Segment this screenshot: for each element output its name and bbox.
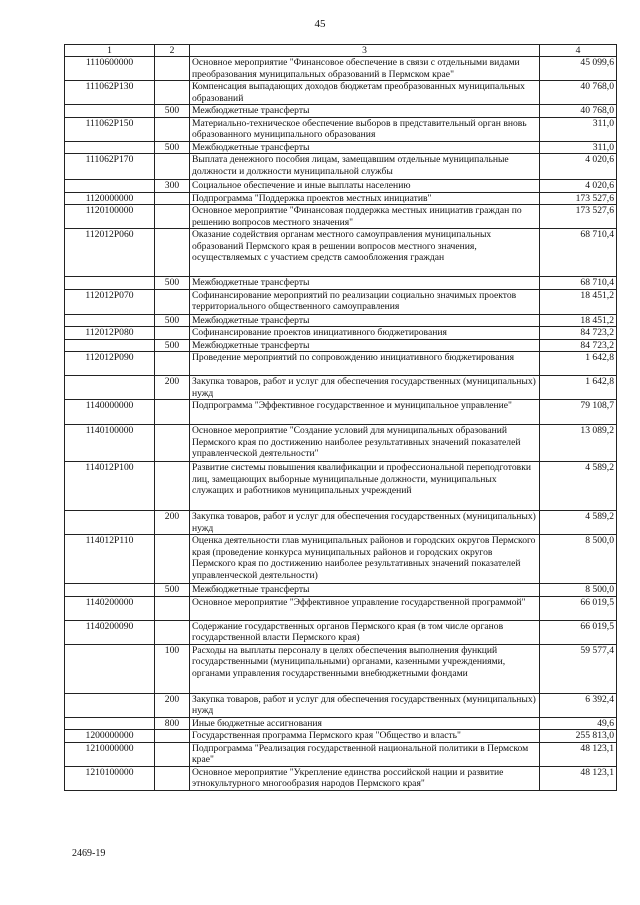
row-amount: 13 089,2 [540, 425, 617, 462]
row-name: Межбюджетные трансферты [190, 105, 540, 118]
row-amount: 173 527,6 [540, 205, 617, 229]
row-amount: 66 019,5 [540, 620, 617, 644]
row-expense-type [155, 462, 190, 511]
row-name: Межбюджетные трансферты [190, 277, 540, 290]
row-name: Содержание государственных органов Пермского края (в том числе органов государственной власти Пермского края) [190, 620, 540, 644]
row-expense-type [155, 205, 190, 229]
table-body [65, 57, 617, 791]
row-expense-type: 200 [155, 693, 190, 717]
row-code: 1120100000 [65, 205, 155, 229]
row-code [65, 105, 155, 118]
table-row [65, 352, 617, 376]
row-expense-type: 500 [155, 314, 190, 327]
row-name: Софинансирование проектов инициативного бюджетирования [190, 327, 540, 340]
row-amount: 66 019,5 [540, 596, 617, 620]
row-expense-type: 500 [155, 339, 190, 352]
row-code: 112012P090 [65, 352, 155, 376]
table-row [65, 205, 617, 229]
table-row [65, 229, 617, 277]
row-name: Оценка деятельности глав муниципальных районов и городских округов Пермского края (проведение конкурса муниципальных районов и городских округов Пермского края по достижению наиболее результативных значений показателей управленческой деятельности) [190, 535, 540, 584]
row-code: 111062P150 [65, 117, 155, 141]
row-code: 1140100000 [65, 425, 155, 462]
row-name: Материально-техническое обеспечение выборов в представительный орган вновь образованного муниципального образования [190, 117, 540, 141]
row-name: Основное мероприятие "Финансовая поддержка местных инициатив граждан по решению вопросов местного значения" [190, 205, 540, 229]
row-name: Межбюджетные трансферты [190, 314, 540, 327]
row-code: 112012P070 [65, 289, 155, 314]
row-name: Закупка товаров, работ и услуг для обеспечения государственных (муниципальных) нужд [190, 376, 540, 400]
row-expense-type: 500 [155, 584, 190, 597]
row-expense-type: 200 [155, 376, 190, 400]
row-expense-type [155, 327, 190, 340]
row-amount: 49,6 [540, 717, 617, 730]
row-name: Закупка товаров, работ и услуг для обеспечения государственных (муниципальных) нужд [190, 693, 540, 717]
row-expense-type: 100 [155, 644, 190, 693]
row-code [65, 644, 155, 693]
table-row [65, 717, 617, 730]
row-name: Основное мероприятие "Укрепление единства российской нации и развитие этнокультурного многообразия народов Пермского края" [190, 766, 540, 790]
table-row [65, 81, 617, 105]
row-amount: 45 099,6 [540, 57, 617, 81]
row-amount: 4 020,6 [540, 154, 617, 180]
row-code [65, 717, 155, 730]
row-code [65, 314, 155, 327]
row-code [65, 277, 155, 290]
row-amount: 4 020,6 [540, 180, 617, 193]
row-expense-type [155, 154, 190, 180]
table-row [65, 766, 617, 790]
table-row [65, 400, 617, 425]
row-code [65, 141, 155, 154]
row-amount: 6 392,4 [540, 693, 617, 717]
column-header-expense-type: 2 [155, 45, 190, 57]
table-row [65, 105, 617, 118]
row-name: Межбюджетные трансферты [190, 141, 540, 154]
row-expense-type [155, 766, 190, 790]
row-expense-type [155, 57, 190, 81]
table-row [65, 511, 617, 535]
row-expense-type: 500 [155, 277, 190, 290]
row-name: Софинансирование мероприятий по реализации социально значимых проектов территориального общественного самоуправления [190, 289, 540, 314]
table-row [65, 620, 617, 644]
row-amount: 40 768,0 [540, 105, 617, 118]
budget-table [64, 44, 617, 791]
row-expense-type [155, 81, 190, 105]
row-amount: 173 527,6 [540, 192, 617, 205]
row-expense-type [155, 425, 190, 462]
row-name: Подпрограмма "Поддержка проектов местных инициатив" [190, 192, 540, 205]
row-code [65, 376, 155, 400]
row-name: Межбюджетные трансферты [190, 584, 540, 597]
row-code: 1140000000 [65, 400, 155, 425]
row-name: Государственная программа Пермского края "Общество и власть" [190, 730, 540, 743]
row-code [65, 511, 155, 535]
row-code [65, 339, 155, 352]
row-name: Оказание содействия органам местного самоуправления муниципальных образований Пермского края в решении вопросов местного значения, осуществляемых с участием средств самообложения граждан [190, 229, 540, 277]
row-amount: 1 642,8 [540, 376, 617, 400]
row-expense-type [155, 352, 190, 376]
row-code: 114012P110 [65, 535, 155, 584]
row-expense-type: 500 [155, 105, 190, 118]
table-row [65, 730, 617, 743]
row-name: Основное мероприятие "Создание условий для муниципальных образований Пермского края по достижению наиболее результативных значений показателей управленческой деятельности" [190, 425, 540, 462]
row-name: Социальное обеспечение и иные выплаты населению [190, 180, 540, 193]
row-code: 1140200000 [65, 596, 155, 620]
row-expense-type [155, 192, 190, 205]
row-name: Развитие системы повышения квалификации и профессиональной переподготовки лиц, замещающих выборные муниципальные должности, муниципальных служащих и работников муниципальных учреждений [190, 462, 540, 511]
table-row [65, 57, 617, 81]
row-expense-type [155, 730, 190, 743]
row-amount: 40 768,0 [540, 81, 617, 105]
row-expense-type: 800 [155, 717, 190, 730]
row-expense-type [155, 620, 190, 644]
row-name: Закупка товаров, работ и услуг для обеспечения государственных (муниципальных) нужд [190, 511, 540, 535]
page-number: 45 [314, 18, 326, 30]
row-code: 112012P080 [65, 327, 155, 340]
row-expense-type [155, 742, 190, 766]
row-expense-type: 200 [155, 511, 190, 535]
table-row [65, 327, 617, 340]
column-header-code: 1 [65, 45, 155, 57]
row-code: 1110600000 [65, 57, 155, 81]
row-amount: 18 451,2 [540, 314, 617, 327]
row-name: Подпрограмма "Эффективное государственное и муниципальное управление" [190, 400, 540, 425]
row-name: Межбюджетные трансферты [190, 339, 540, 352]
table-row [65, 154, 617, 180]
row-amount: 84 723,2 [540, 339, 617, 352]
row-code: 1210100000 [65, 766, 155, 790]
row-code [65, 693, 155, 717]
row-code: 111062P170 [65, 154, 155, 180]
row-amount: 4 589,2 [540, 462, 617, 511]
row-name: Выплата денежного пособия лицам, замещавшим отдельные муниципальные должности и должности муниципальной службы [190, 154, 540, 180]
row-expense-type [155, 289, 190, 314]
row-name: Компенсация выпадающих доходов бюджетам преобразованных муниципальных образований [190, 81, 540, 105]
row-amount: 79 108,7 [540, 400, 617, 425]
document-code: 2469-19 [72, 848, 106, 859]
table-row [65, 376, 617, 400]
column-header-name: 3 [190, 45, 540, 57]
row-amount: 8 500,0 [540, 535, 617, 584]
table-row [65, 180, 617, 193]
table-row [65, 644, 617, 693]
table-row [65, 277, 617, 290]
row-code: 1210000000 [65, 742, 155, 766]
row-amount: 255 813,0 [540, 730, 617, 743]
table-row [65, 192, 617, 205]
row-expense-type: 300 [155, 180, 190, 193]
row-code [65, 584, 155, 597]
table-row [65, 339, 617, 352]
row-amount: 59 577,4 [540, 644, 617, 693]
row-amount: 68 710,4 [540, 229, 617, 277]
table-row [65, 289, 617, 314]
table-header-row [65, 45, 617, 57]
row-code: 112012P060 [65, 229, 155, 277]
row-expense-type: 500 [155, 141, 190, 154]
row-amount: 311,0 [540, 117, 617, 141]
row-amount: 311,0 [540, 141, 617, 154]
row-name: Проведение мероприятий по сопровождению инициативного бюджетирования [190, 352, 540, 376]
table-row [65, 535, 617, 584]
row-code: 1140200090 [65, 620, 155, 644]
row-amount: 1 642,8 [540, 352, 617, 376]
table-row [65, 314, 617, 327]
column-header-amount: 4 [540, 45, 617, 57]
row-name: Основное мероприятие "Эффективное управление государственной программой" [190, 596, 540, 620]
table-row [65, 462, 617, 511]
table-row [65, 584, 617, 597]
row-amount: 68 710,4 [540, 277, 617, 290]
row-expense-type [155, 535, 190, 584]
row-expense-type [155, 400, 190, 425]
row-name: Расходы на выплаты персоналу в целях обеспечения выполнения функций государственными (муниципальными) органами, казенными учреждениями, органами управления государственными внебюджетными фондами [190, 644, 540, 693]
row-code: 1200000000 [65, 730, 155, 743]
row-amount: 4 589,2 [540, 511, 617, 535]
row-code: 1120000000 [65, 192, 155, 205]
row-name: Основное мероприятие "Финансовое обеспечение в связи с отдельными видами преобразования муниципальных образований в Пермском крае" [190, 57, 540, 81]
table-row [65, 425, 617, 462]
row-expense-type [155, 229, 190, 277]
row-name: Подпрограмма "Реализация государственной национальной политики в Пермском крае" [190, 742, 540, 766]
row-name: Иные бюджетные ассигнования [190, 717, 540, 730]
table-row [65, 693, 617, 717]
row-amount: 18 451,2 [540, 289, 617, 314]
row-code: 111062P130 [65, 81, 155, 105]
row-expense-type [155, 117, 190, 141]
table-row [65, 141, 617, 154]
row-amount: 48 123,1 [540, 766, 617, 790]
table-row [65, 117, 617, 141]
row-amount: 48 123,1 [540, 742, 617, 766]
row-amount: 84 723,2 [540, 327, 617, 340]
row-expense-type [155, 596, 190, 620]
table-row [65, 742, 617, 766]
table-row [65, 596, 617, 620]
row-amount: 8 500,0 [540, 584, 617, 597]
row-code [65, 180, 155, 193]
row-code: 114012P100 [65, 462, 155, 511]
